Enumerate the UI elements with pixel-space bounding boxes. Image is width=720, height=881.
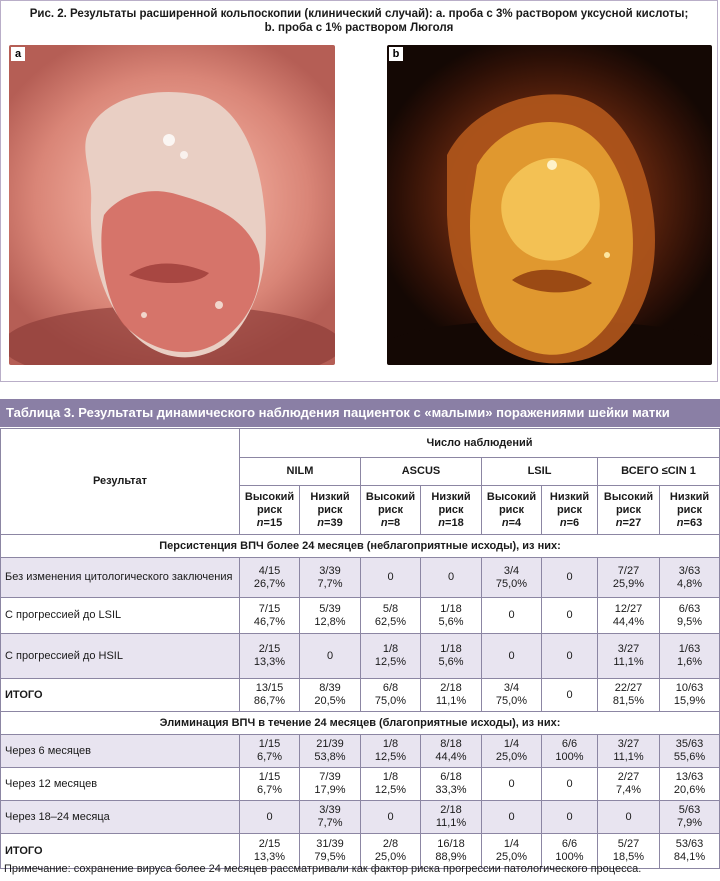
- data-cell: [660, 558, 720, 598]
- data-cell: [482, 558, 542, 598]
- cell-percent: 81,5%: [612, 695, 645, 707]
- cell-percent: 25,9%: [612, 577, 645, 590]
- sample-size: n=18: [438, 516, 464, 529]
- cell-count: 6/18: [440, 771, 462, 783]
- data-cell: [421, 801, 482, 834]
- cell-percent: 6,7%: [256, 784, 283, 796]
- data-cell: [240, 558, 300, 598]
- cell-percent: 26,7%: [253, 577, 286, 590]
- risk-label: Низкий риск: [310, 490, 350, 516]
- sample-size: n=8: [380, 516, 401, 529]
- cell-count: 0: [625, 810, 632, 823]
- table-footnote: Примечание: сохранение вируса более 24 месяцев рассматривали как фактор риска прогрессии патологического процесса.: [4, 863, 642, 875]
- row-label: С прогрессией до HSIL: [1, 634, 240, 679]
- cell-percent: 75,0%: [374, 695, 407, 707]
- cell-percent: 12,5%: [374, 751, 407, 763]
- cell-count: 0: [566, 571, 573, 583]
- cell-percent: 11,1%: [613, 656, 644, 668]
- cell-count: 0: [387, 810, 394, 823]
- cell-percent: 44,4%: [435, 751, 467, 763]
- cell-percent: 12,5%: [374, 656, 407, 668]
- cell-percent: 25,0%: [495, 851, 528, 863]
- cell-percent: 20,6%: [673, 784, 706, 796]
- data-cell: [300, 634, 361, 679]
- cervix-lugol-illustration: [387, 45, 712, 365]
- cell-count: 0: [447, 571, 455, 583]
- data-cell: [421, 598, 482, 634]
- sample-size: n=6: [559, 516, 580, 529]
- cell-percent: 62,5%: [374, 615, 407, 628]
- cell-count: 0: [508, 777, 515, 790]
- cell-count: 3/27: [617, 643, 640, 655]
- data-cell: [361, 768, 421, 801]
- data-cell: [300, 598, 361, 634]
- cell-count: 2/8: [382, 838, 399, 850]
- row-label: Через 6 месяцев: [1, 735, 240, 768]
- risk-label: Низкий риск: [669, 490, 710, 516]
- cell-percent: 12,8%: [314, 615, 346, 628]
- cell-percent: 86,7%: [253, 695, 286, 707]
- data-cell: [542, 735, 598, 768]
- cell-percent: 100%: [555, 751, 584, 763]
- cell-count: 1/8: [382, 643, 399, 655]
- risk-subheader: [482, 486, 542, 535]
- cell-count: 10/63: [675, 682, 704, 694]
- risk-subheader: [240, 486, 300, 535]
- data-cell: [482, 634, 542, 679]
- risk-subheader: [421, 486, 482, 535]
- data-cell: [660, 801, 720, 834]
- cell-percent: 75,0%: [495, 577, 528, 590]
- cell-percent: 5,6%: [438, 656, 464, 668]
- data-cell: [660, 598, 720, 634]
- cell-percent: 6,7%: [256, 751, 283, 763]
- cell-percent: 7,9%: [676, 817, 703, 829]
- data-cell: [300, 768, 361, 801]
- data-cell: [300, 558, 361, 598]
- panel-label-b: b: [389, 47, 403, 61]
- data-cell: [361, 801, 421, 834]
- data-cell: [482, 735, 542, 768]
- figure-2: [0, 0, 718, 382]
- risk-subheader: [598, 486, 660, 535]
- count-header: Число наблюдений: [240, 429, 720, 458]
- data-cell: [542, 634, 598, 679]
- cell-count: 0: [387, 571, 394, 583]
- row-label: Без изменения цитологического заключения: [1, 558, 240, 598]
- table-row: [1, 801, 720, 834]
- data-cell: [421, 768, 482, 801]
- data-cell: [240, 598, 300, 634]
- colposcopy-photo-acetic-acid: [9, 45, 335, 365]
- data-cell: [660, 735, 720, 768]
- cell-count: 7/27: [617, 564, 640, 577]
- data-cell: [482, 598, 542, 634]
- figure-caption-line-1: Рис. 2. Результаты расширенной кольпоскопии (клинический случай): a. проба с 3% раствором уксусной кислоты;: [29, 8, 689, 20]
- cell-percent: 11,1%: [435, 695, 467, 707]
- data-cell: [361, 634, 421, 679]
- data-cell: [660, 634, 720, 679]
- data-cell: [361, 558, 421, 598]
- table-row: [1, 598, 720, 634]
- data-cell: [421, 634, 482, 679]
- risk-subheader: [660, 486, 720, 535]
- data-cell: [598, 598, 660, 634]
- cell-percent: 25,0%: [374, 851, 407, 863]
- data-cell: [300, 679, 361, 712]
- cell-count: 0: [566, 688, 573, 701]
- data-cell: [421, 558, 482, 598]
- risk-label: Высокий риск: [603, 490, 654, 516]
- results-table: [0, 428, 720, 869]
- data-cell: [542, 801, 598, 834]
- risk-subheader: [361, 486, 421, 535]
- cell-count: 1/18: [440, 602, 462, 615]
- sample-size: n=4: [501, 516, 522, 529]
- cell-count: 6/6: [561, 838, 578, 850]
- table-row: [1, 558, 720, 598]
- data-cell: [660, 679, 720, 712]
- cell-percent: 17,9%: [314, 784, 346, 796]
- cell-count: 2/15: [258, 838, 281, 850]
- row-label: ИТОГО: [1, 679, 240, 712]
- section-elimination: [1, 712, 720, 869]
- data-cell: [542, 558, 598, 598]
- data-cell: [240, 735, 300, 768]
- cell-count: 1/15: [258, 738, 281, 750]
- data-cell: [361, 735, 421, 768]
- cell-percent: 11,1%: [613, 751, 644, 763]
- cell-percent: 79,5%: [314, 851, 346, 863]
- cell-count: 0: [508, 649, 515, 662]
- data-cell: [542, 768, 598, 801]
- cell-percent: 33,3%: [435, 784, 467, 796]
- cell-percent: 100%: [555, 851, 584, 863]
- cell-count: 1/15: [258, 771, 281, 783]
- data-cell: [660, 768, 720, 801]
- row-label: С прогрессией до LSIL: [1, 598, 240, 634]
- cell-percent: 25,0%: [495, 751, 528, 763]
- section-persistence: [1, 535, 720, 712]
- data-cell: [300, 801, 361, 834]
- data-cell: [598, 558, 660, 598]
- cell-count: 5/27: [617, 838, 640, 850]
- cell-count: 2/15: [258, 643, 281, 655]
- cell-count: 5/39: [319, 602, 341, 615]
- cell-count: 0: [508, 810, 515, 823]
- cell-count: 16/18: [437, 838, 465, 850]
- cell-count: 1/63: [678, 643, 701, 655]
- risk-label: Низкий риск: [549, 490, 590, 516]
- cell-percent: 9,5%: [676, 615, 703, 628]
- table-row: [1, 768, 720, 801]
- cell-percent: 5,6%: [438, 615, 464, 628]
- cell-count: 3/39: [319, 564, 341, 577]
- cell-count: 13/15: [255, 682, 284, 694]
- data-cell: [421, 735, 482, 768]
- cell-percent: 55,6%: [673, 751, 706, 763]
- sample-size: n=27: [615, 516, 642, 529]
- table-row: [1, 634, 720, 679]
- cell-percent: 46,7%: [253, 615, 286, 628]
- data-cell: [240, 801, 300, 834]
- sample-size: n=39: [317, 516, 343, 529]
- risk-subheader: [300, 486, 361, 535]
- cell-percent: 53,8%: [314, 751, 346, 763]
- data-cell: [598, 634, 660, 679]
- cell-percent: 15,9%: [673, 695, 706, 707]
- cell-count: 0: [566, 777, 573, 790]
- cell-count: 1/18: [440, 643, 462, 655]
- section-title: Элиминация ВПЧ в течение 24 месяцев (благоприятные исходы), из них:: [1, 712, 720, 735]
- cell-percent: 7,7%: [317, 577, 343, 590]
- cell-percent: 88,9%: [435, 851, 467, 863]
- cell-count: 2/18: [440, 804, 462, 816]
- cell-percent: 13,3%: [253, 851, 286, 863]
- risk-label: Низкий риск: [431, 490, 471, 516]
- data-cell: [482, 801, 542, 834]
- cell-count: 7/39: [319, 771, 341, 783]
- data-cell: [240, 679, 300, 712]
- cell-count: 0: [508, 609, 515, 621]
- cell-count: 1/4: [503, 838, 520, 850]
- cell-count: 53/63: [675, 838, 704, 850]
- risk-subheader: [542, 486, 598, 535]
- cell-percent: 11,1%: [435, 817, 467, 829]
- group-header: LSIL: [482, 458, 598, 486]
- cell-count: 6/6: [561, 738, 578, 750]
- data-cell: [598, 735, 660, 768]
- cell-count: 2/27: [617, 771, 640, 783]
- table-header: [1, 429, 720, 535]
- cell-count: 3/4: [503, 682, 520, 694]
- cell-count: 0: [326, 649, 334, 662]
- cell-count: 3/4: [503, 564, 520, 577]
- cell-count: 4/15: [258, 564, 281, 577]
- cell-count: 22/27: [614, 682, 643, 694]
- table-row: [1, 679, 720, 712]
- cell-count: 8/18: [440, 738, 462, 750]
- cell-count: 5/8: [382, 602, 399, 615]
- panel-label-a: a: [11, 47, 25, 61]
- cell-count: 35/63: [675, 738, 704, 750]
- cell-percent: 1,6%: [676, 656, 703, 668]
- sample-size: n=63: [676, 516, 703, 529]
- cell-count: 0: [566, 649, 573, 662]
- row-label: ИТОГО: [1, 834, 240, 869]
- cell-count: 3/27: [617, 738, 640, 750]
- group-header: NILM: [240, 458, 361, 486]
- cell-percent: 18,5%: [612, 851, 645, 863]
- data-cell: [421, 679, 482, 712]
- figure-caption: [1, 7, 717, 35]
- data-cell: [240, 768, 300, 801]
- data-cell: [660, 834, 720, 869]
- cell-percent: 75,0%: [495, 695, 528, 707]
- cell-count: 7/15: [258, 602, 281, 615]
- risk-label: Высокий риск: [365, 490, 416, 516]
- data-cell: [598, 679, 660, 712]
- cell-count: 31/39: [316, 838, 344, 850]
- cell-count: 2/18: [440, 682, 462, 694]
- row-label: Через 18–24 месяца: [1, 801, 240, 834]
- cell-count: 3/39: [319, 804, 341, 816]
- risk-label: Высокий риск: [244, 490, 295, 516]
- data-cell: [482, 768, 542, 801]
- sample-size: n=15: [256, 516, 283, 529]
- cell-count: 8/39: [319, 682, 341, 694]
- data-cell: [361, 679, 421, 712]
- cell-percent: 4,8%: [676, 577, 703, 590]
- cell-percent: 20,5%: [314, 695, 346, 707]
- data-cell: [542, 598, 598, 634]
- cell-count: 0: [566, 609, 573, 621]
- cell-count: 6/63: [678, 602, 701, 615]
- data-cell: [542, 679, 598, 712]
- result-column-header: Результат: [1, 429, 240, 535]
- data-cell: [598, 768, 660, 801]
- cell-percent: 13,3%: [253, 656, 286, 668]
- cell-percent: 84,1%: [673, 851, 706, 863]
- cell-count: 21/39: [316, 738, 344, 750]
- cell-count: 1/8: [382, 738, 399, 750]
- cell-percent: 7,4%: [615, 784, 642, 796]
- data-cell: [300, 735, 361, 768]
- cell-count: 0: [266, 810, 273, 823]
- risk-label: Высокий риск: [486, 490, 537, 516]
- colposcopy-photo-lugol: [387, 45, 712, 365]
- cell-count: 6/8: [382, 682, 399, 694]
- cell-count: 13/63: [675, 771, 704, 783]
- table-row: [1, 735, 720, 768]
- cell-count: 1/8: [382, 771, 399, 783]
- data-cell: [361, 598, 421, 634]
- cell-count: 1/4: [503, 738, 520, 750]
- cervix-acetic-illustration: [9, 45, 335, 365]
- group-header: ASCUS: [361, 458, 482, 486]
- cell-count: 0: [566, 810, 573, 823]
- cell-percent: 12,5%: [374, 784, 407, 796]
- cell-percent: 44,4%: [612, 615, 645, 628]
- section-title: Персистенция ВПЧ более 24 месяцев (неблагоприятные исходы), из них:: [1, 535, 720, 558]
- group-header: ВСЕГО ≤CIN 1: [598, 458, 720, 486]
- cell-count: 5/63: [678, 804, 701, 816]
- data-cell: [598, 801, 660, 834]
- data-cell: [240, 634, 300, 679]
- cell-count: 12/27: [614, 602, 643, 615]
- cell-count: 3/63: [678, 564, 701, 577]
- data-cell: [482, 679, 542, 712]
- cell-percent: 7,7%: [317, 817, 343, 829]
- figure-caption-line-2: b. проба с 1% раствором Люголя: [264, 22, 454, 34]
- table-title: Таблица 3. Результаты динамического наблюдения пациенток с «малыми» поражениями шейки матки: [0, 399, 720, 427]
- row-label: Через 12 месяцев: [1, 768, 240, 801]
